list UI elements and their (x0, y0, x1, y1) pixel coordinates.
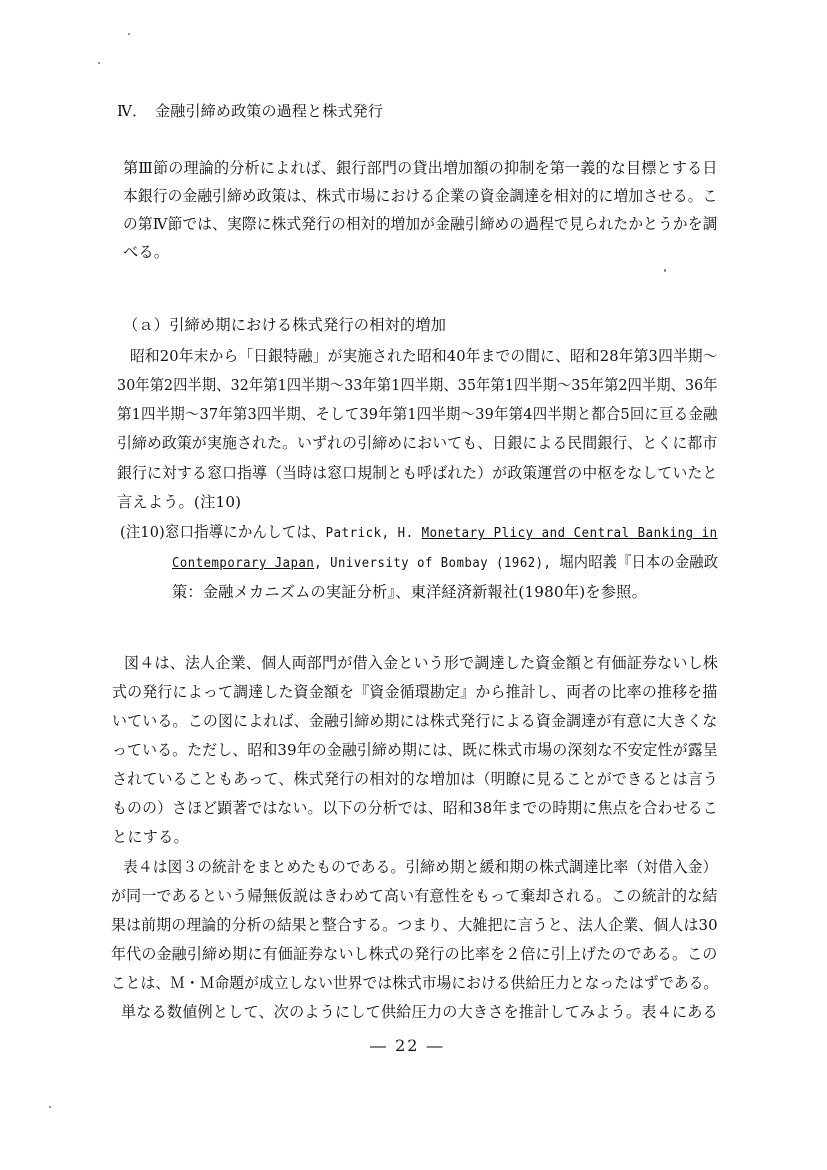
paragraph-line: 式の発行によって調達した資金額を『資金循環勘定』から推計し、両者の比率の推移を描 (112, 683, 718, 701)
footnote-book-title: Contemporary Japan (172, 556, 315, 571)
footnote-publisher: , University of Bombay (1962), (314, 556, 560, 571)
paragraph-line: 単なる数値例として、次のようにして供給圧力の大きさを推計してみよう。表４にある (121, 1003, 718, 1021)
paragraph-line: 表４は図３の統計をまとめたものである。引締め期と緩和期の株式調達比率（対借入金） (123, 858, 718, 876)
paragraph-line: 果は前期の理論的分析の結果と整合する。つまり、大雑把に言うと、法人企業、個人は30 (111, 916, 718, 934)
paragraph-line: ことは、Ｍ・Ｍ命題が成立しない世界では株式市場における供給圧力となったはずである。 (111, 974, 719, 992)
paragraph-line: いている。この図によれば、金融引締め期には株式発行による資金調達が有意に大きくな (112, 712, 718, 730)
paragraph-line: 引締め政策が実施された。いずれの引締めにおいても、日銀による民間銀行、とくに都市 (117, 434, 718, 452)
paragraph-line: 第Ⅲ節の理論的分析によれば、銀行部門の貸出増加額の抑制を第一義的な目標とする日 (123, 159, 718, 177)
footnote-line (172, 552, 718, 574)
paragraph-line: 昭和20年末から「日銀特融」が実施された昭和40年までの間に、昭和28年第3四半期～ (130, 347, 718, 365)
paragraph-line: 図４は、法人企業、個人両部門が借入金という形で調達した資金額と有価証券ないし株 (124, 654, 719, 672)
paragraph-line: 本銀行の金融引締め政策は、株式市場における企業の資金調達を相対的に増加させる。こ (123, 187, 718, 205)
footnote-line (120, 522, 718, 544)
subsection-heading: （ａ）引締め期における株式発行の相対的増加 (123, 316, 447, 334)
paragraph-line: 第1四半期～37年第3四半期、そして39年第1四半期～39年第4四半期と都合5回に亘る金融 (117, 405, 718, 423)
scan-speck (664, 269, 666, 272)
paragraph-line: べる。 (123, 243, 170, 261)
scan-speck (128, 33, 130, 35)
paragraph-line: っている。ただし、昭和39年の金融引締め期には、既に株式市場の深刻な不安定性が露呈 (112, 741, 718, 759)
paragraph-line: とにする。 (112, 828, 189, 846)
scan-speck (49, 1106, 51, 1108)
paragraph-line: が同一であるという帰無仮説はきわめて高い有意性をもって棄却される。この統計的な結 (111, 887, 718, 905)
paragraph-line: 言えよう。(注10) (117, 493, 242, 511)
paragraph-line: 年代の金融引締め期に有価証券ないし株式の発行の比率を２倍に引上げたのである。この (111, 945, 718, 963)
footnote-author: Patrick, H. (325, 526, 422, 541)
scan-speck (98, 62, 100, 64)
paragraph-line: ものの）さほど顕著ではない。以下の分析では、昭和38年までの時期に焦点を合わせるこ (112, 799, 718, 817)
footnote-line: 策：金融メカニズムの実証分析』、東洋経済新報社(1980年)を参照。 (172, 583, 647, 601)
page-number: ― 22 ― (370, 1036, 445, 1055)
paragraph-line: の第Ⅳ節では、実際に株式発行の相対的増加が金融引締めの過程で見られたかとうかを調 (123, 215, 718, 233)
paragraph-line: されていることもあって、株式発行の相対的な増加は（明瞭に見ることができるとは言う (112, 770, 719, 788)
footnote-reference: 堀内昭義『日本の金融政 (559, 553, 719, 571)
paragraph-line: 30年第2四半期、32年第1四半期～33年第1四半期、35年第1四半期～35年第2四半期、36年 (117, 376, 718, 394)
footnote-book-title: Monetary Plicy and Central Banking in (421, 526, 718, 541)
footnote-prefix: (注10)窓口指導にかんしては、 (120, 523, 326, 541)
paragraph-line: 銀行に対する窓口指導（当時は窓口規制とも呼ばれた）が政策運営の中枢をなしていたと (117, 464, 718, 482)
section-heading: Ⅳ． 金融引締め政策の過程と株式発行 (117, 102, 384, 120)
